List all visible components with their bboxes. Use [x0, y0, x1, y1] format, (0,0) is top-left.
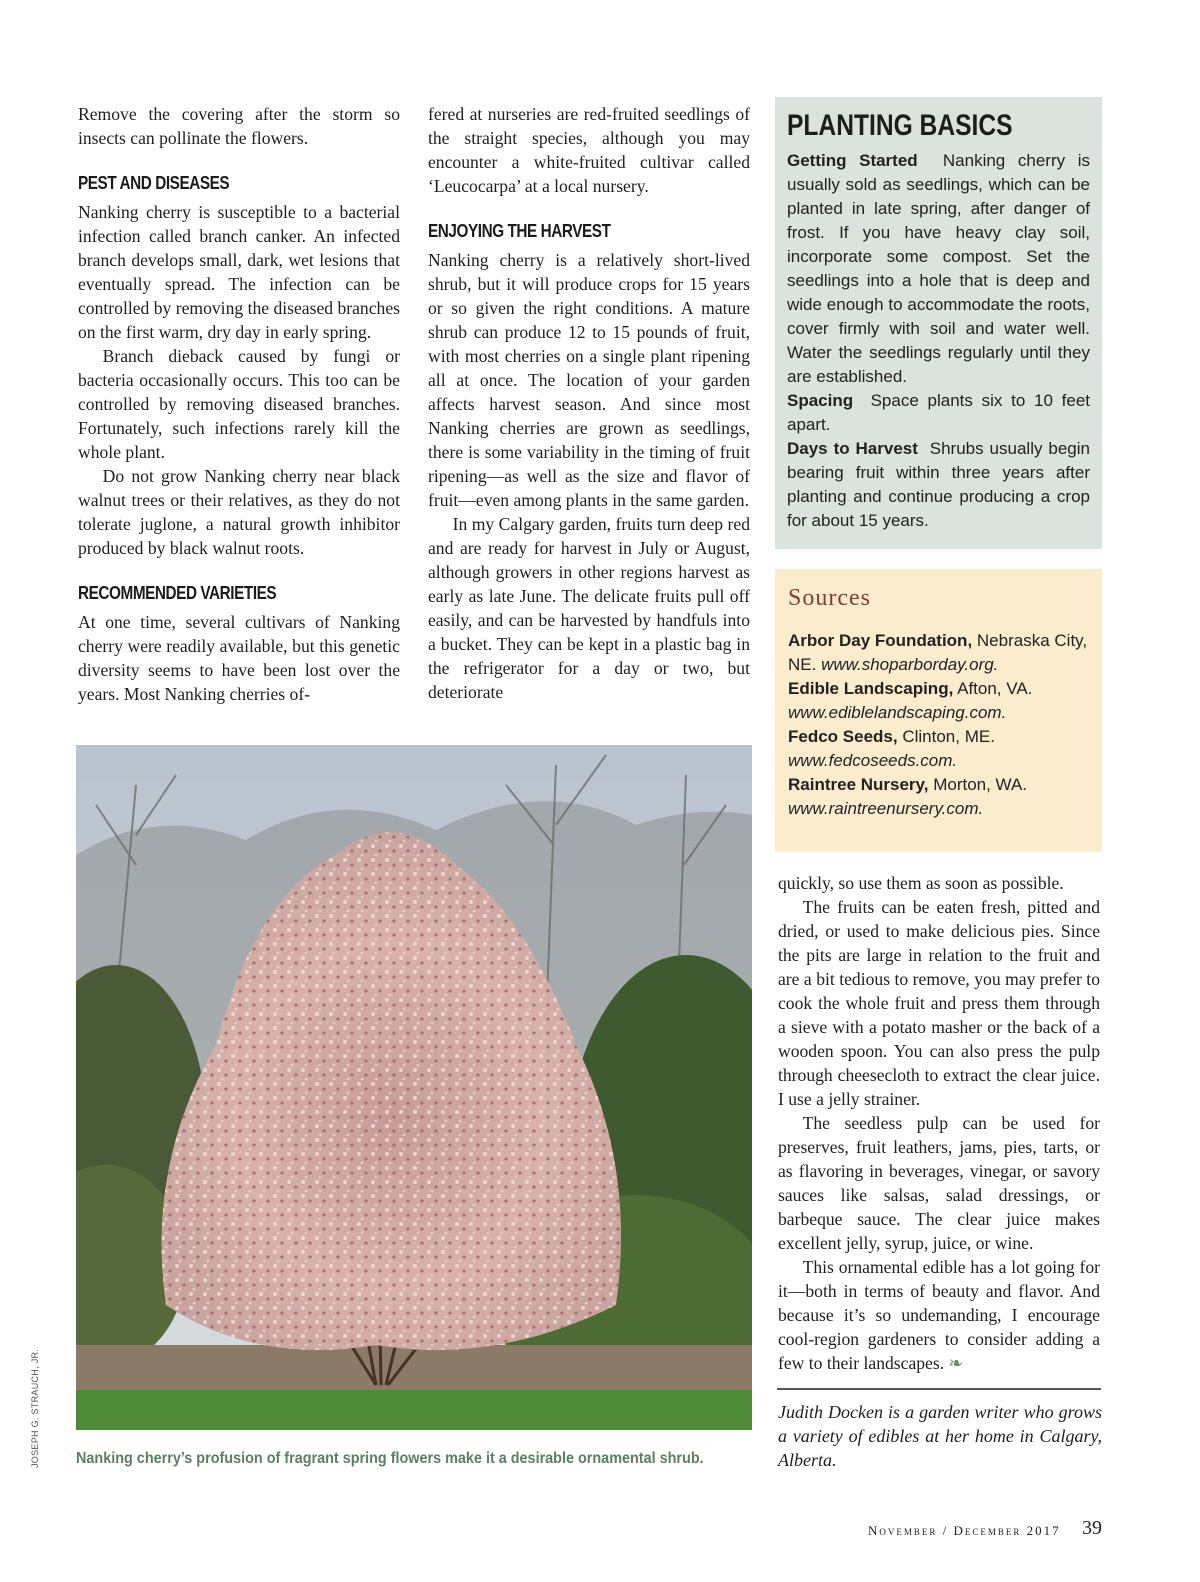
paragraph-text: This ornamental edible has a lot going for it—both in terms of beauty and flavor. And because it’s so undemanding, I encourage cool-region gardeners to consider adding a few to their landscapes.	[778, 1257, 1100, 1373]
source-place: Morton, WA.	[933, 775, 1028, 794]
paragraph: Branch dieback caused by fungi or bacteria occasionally occurs. This too can be controlled by removing diseased branches. Fortunately, such infections rarely kill the whole plant.	[78, 346, 400, 462]
paragraph: Nanking cherry is a relatively short-lived shrub, but it will produce crops for 15 years or so given the right conditions. A mature shrub can produce 12 to 15 pounds of fruit, with most cherries on a single plant ripening all at once. The location of your garden affects harvest season. And since most Nanking cherries are grown as seedlings, there is some variability in the timing of fruit ripening—as well as the size and flavor of fruit—even among plants in the same garden.	[428, 250, 750, 510]
paragraph: fered at nurseries are red-fruited seedlings of the straight species, although you may encounter a white-fruited cultivar called ‘Leucocarpa’ at a local nursery.	[428, 104, 750, 196]
getting-started-text: Nanking cherry is usually sold as seedlings, which can be planted in late spring, after danger of frost. If you have heavy clay soil, incorporate some compost. Set the seedlings into a hole that is deep and wide enough to accommodate the roots, cover firmly with soil and water well. Water the seedlings regularly until they are established.	[787, 151, 1090, 386]
source-item	[788, 629, 1093, 677]
paragraph	[778, 1255, 1100, 1375]
days-to-harvest-text: Shrubs usually begin bearing fruit within three years after planting and continue producing a crop for about 15 years.	[787, 439, 1090, 530]
source-item	[788, 725, 1093, 773]
paragraph: The fruits can be eaten fresh, pitted and dried, or used to make delicious pies. Since the pits are large in relation to the fruit and are a bit tedious to remove, you may prefer to cook the whole fruit and press them through a sieve with a potato masher or the back of a wooden spoon. You can also press the pulp through cheesecloth to extract the clear juice. I use a jelly strainer.	[778, 897, 1100, 1109]
end-mark-icon: ❧	[948, 1353, 964, 1373]
paragraph: Do not grow Nanking cherry near black walnut trees or their relatives, as they do not tolerate juglone, a natural growth inhibitor produced by black walnut roots.	[78, 466, 400, 558]
source-name: Arbor Day Foundation,	[788, 631, 973, 650]
article-column-3	[778, 871, 1100, 1375]
sources-title: Sources	[788, 585, 871, 611]
issue-date: November / December 2017	[868, 1523, 1061, 1538]
source-url[interactable]: www.shoparborday.org.	[821, 655, 999, 674]
source-url[interactable]: www.raintreenursery.com.	[788, 799, 984, 818]
source-name: Edible Landscaping,	[788, 679, 954, 698]
source-place: Nebraska City, NE.	[788, 631, 1088, 674]
spacing-label: Spacing	[787, 391, 854, 410]
paragraph: The seedless pulp can be used for preserves, fruit leathers, jams, pies, tarts, or as flavoring in beverages, vinegar, or savory sauces like salsas, salad dressings, or barbeque sauce. The clear juice makes excellent jelly, syrup, juice, or wine.	[778, 1113, 1100, 1253]
days-to-harvest-label: Days to Harvest	[787, 439, 918, 458]
sources-box	[775, 569, 1102, 852]
nanking-cherry-photo	[76, 745, 752, 1430]
page-number: 39	[1082, 1517, 1102, 1539]
getting-started-label: Getting Started	[787, 151, 918, 170]
source-url[interactable]: www.ediblelandscaping.com.	[788, 703, 1007, 722]
section-heading-harvest: ENJOYING THE HARVEST	[428, 221, 611, 241]
section-heading-varieties: RECOMMENDED VARIETIES	[78, 583, 277, 603]
photo-credit: JOSEPH G. STRAUCH, JR.	[30, 1348, 40, 1468]
source-url[interactable]: www.fedcoseeds.com.	[788, 751, 958, 770]
planting-basics-title: PLANTING BASICS	[787, 109, 1013, 142]
planting-basics-box	[775, 97, 1102, 549]
section-heading-pests: PEST AND DISEASES	[78, 173, 230, 193]
source-place: Afton, VA.	[957, 679, 1033, 698]
photo-caption: Nanking cherry’s profusion of fragrant spring flowers make it a desirable ornamental shrub.	[76, 1450, 704, 1467]
page-footer	[868, 1517, 1102, 1547]
author-bio: Judith Docken is a garden writer who grows a variety of edibles at her home in Calgary, Alberta.	[778, 1402, 1102, 1470]
source-name: Raintree Nursery,	[788, 775, 929, 794]
article-column-1	[78, 102, 400, 706]
paragraph: quickly, so use them as soon as possible.	[778, 873, 1064, 893]
article-column-2	[428, 102, 750, 704]
paragraph: Nanking cherry is susceptible to a bacterial infection called branch canker. An infected branch develops small, dark, wet lesions that eventually spread. The infection can be controlled by removing the diseased branches on the first warm, dry day in early spring.	[78, 202, 400, 342]
source-place: Clinton, ME.	[902, 727, 995, 746]
divider	[777, 1388, 1101, 1390]
source-item	[788, 677, 1093, 725]
source-name: Fedco Seeds,	[788, 727, 898, 746]
source-item	[788, 773, 1093, 821]
paragraph: Remove the covering after the storm so insects can pollinate the flowers.	[78, 104, 400, 148]
paragraph: At one time, several cultivars of Nanking cherry were readily available, but this genetic diversity seems to have been lost over the years. Most Nanking cherries of-	[78, 612, 400, 704]
paragraph: In my Calgary garden, fruits turn deep red and are ready for harvest in July or August, although growers in other regions harvest as early as late June. The delicate fruits pull off easily, and can be harvested by handfuls into a bucket. They can be kept in a plastic bag in the refrigerator for a day or two, but deteriorate	[428, 514, 750, 702]
spacing-text: Space plants six to 10 feet apart.	[787, 391, 1090, 434]
